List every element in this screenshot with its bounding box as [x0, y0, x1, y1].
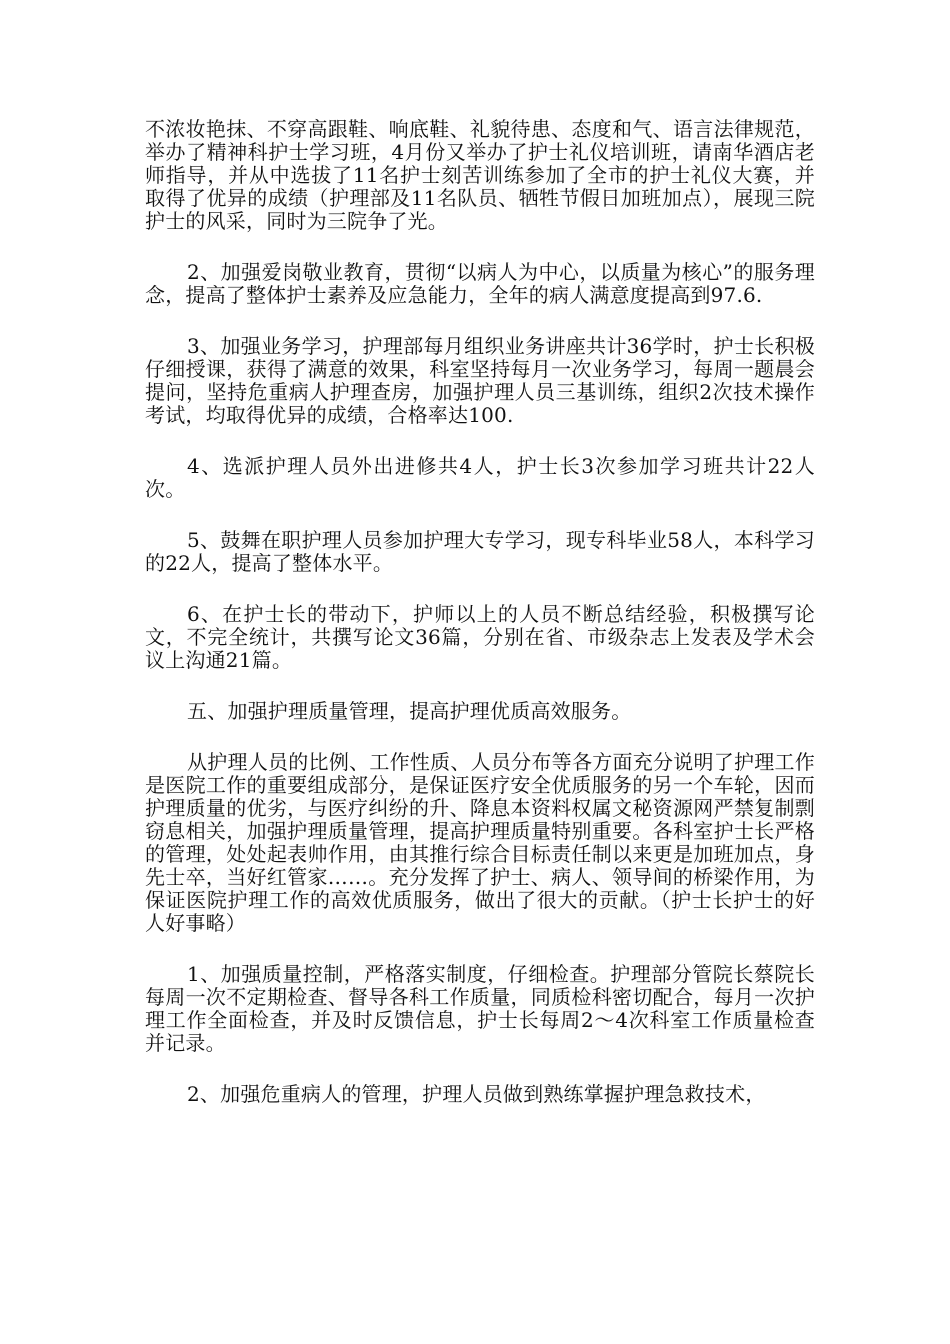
paragraph: 不浓妆艳抹、不穿高跟鞋、响底鞋、礼貌待患、态度和气、语言法律规范，举办了精神科护士学习班，4月份又举办了护士礼仪培训班，请南华酒店老师指导，并从中选拔了11名护士刻苦训练参加了全市的护士礼仪大赛，并取得了优异的成绩（护理部及11名队员、牺牲节假日加班加点），展现三院护士的风采，同时为三院争了光。 [145, 117, 815, 233]
paragraph: 2、加强危重病人的管理，护理人员做到熟练掌握护理急救技术， [187, 1082, 766, 1106]
section-heading: 五、加强护理质量管理，提高护理优质高效服务。 [187, 699, 632, 723]
paragraph: 从护理人员的比例、工作性质、人员分布等各方面充分说明了护理工作是医院工作的重要组成部分，是保证医疗安全优质服务的另一个车轮，因而护理质量的优劣，与医疗纠纷的升、降息本资料权属文秘资源网严禁复制剽窃息相关，加强护理质量管理，提高护理质量特别重要。各科室护士长严格的管理，处处起表帅作用，由其推行综合目标责任制以来更是加班加点，身先士卒，当好红管家……。充分发挥了护士、病人、领导间的桥梁作用，为保证医院护理工作的高效优质服务，做出了很大的贡献。（护士长护士的好人好事略） [145, 750, 815, 935]
paragraph: 4、选派护理人员外出进修共4人，护士长3次参加学习班共计22人次。 [145, 454, 815, 501]
document-body [145, 118, 815, 1134]
paragraph: 5、鼓舞在职护理人员参加护理大专学习，现专科毕业58人，本科学习的22人，提高了整体水平。 [145, 528, 815, 575]
paragraph: 2、加强爱岗敬业教育，贯彻“以病人为中心，以质量为核心”的服务理念，提高了整体护士素养及应急能力，全年的病人满意度提高到97.6. [145, 260, 815, 307]
paragraph: 3、加强业务学习，护理部每月组织业务讲座共计36学时，护士长积极仔细授课，获得了满意的效果，科室坚持每月一次业务学习，每周一题晨会提问，坚持危重病人护理查房，加强护理人员三基训练，组织2次技术操作考试，均取得优异的成绩，合格率达100. [145, 334, 815, 427]
paragraph: 6、在护士长的带动下，护师以上的人员不断总结经验，积极撰写论文，不完全统计，共撰写论文36篇，分别在省、市级杂志上发表及学术会议上沟通21篇。 [145, 602, 815, 672]
paragraph: 1、加强质量控制，严格落实制度，仔细检查。护理部分管院长蔡院长每周一次不定期检查、督导各科工作质量，同质检科密切配合，每月一次护理工作全面检查，并及时反馈信息，护士长每周2～4次科室工作质量检查并记录。 [145, 962, 815, 1055]
